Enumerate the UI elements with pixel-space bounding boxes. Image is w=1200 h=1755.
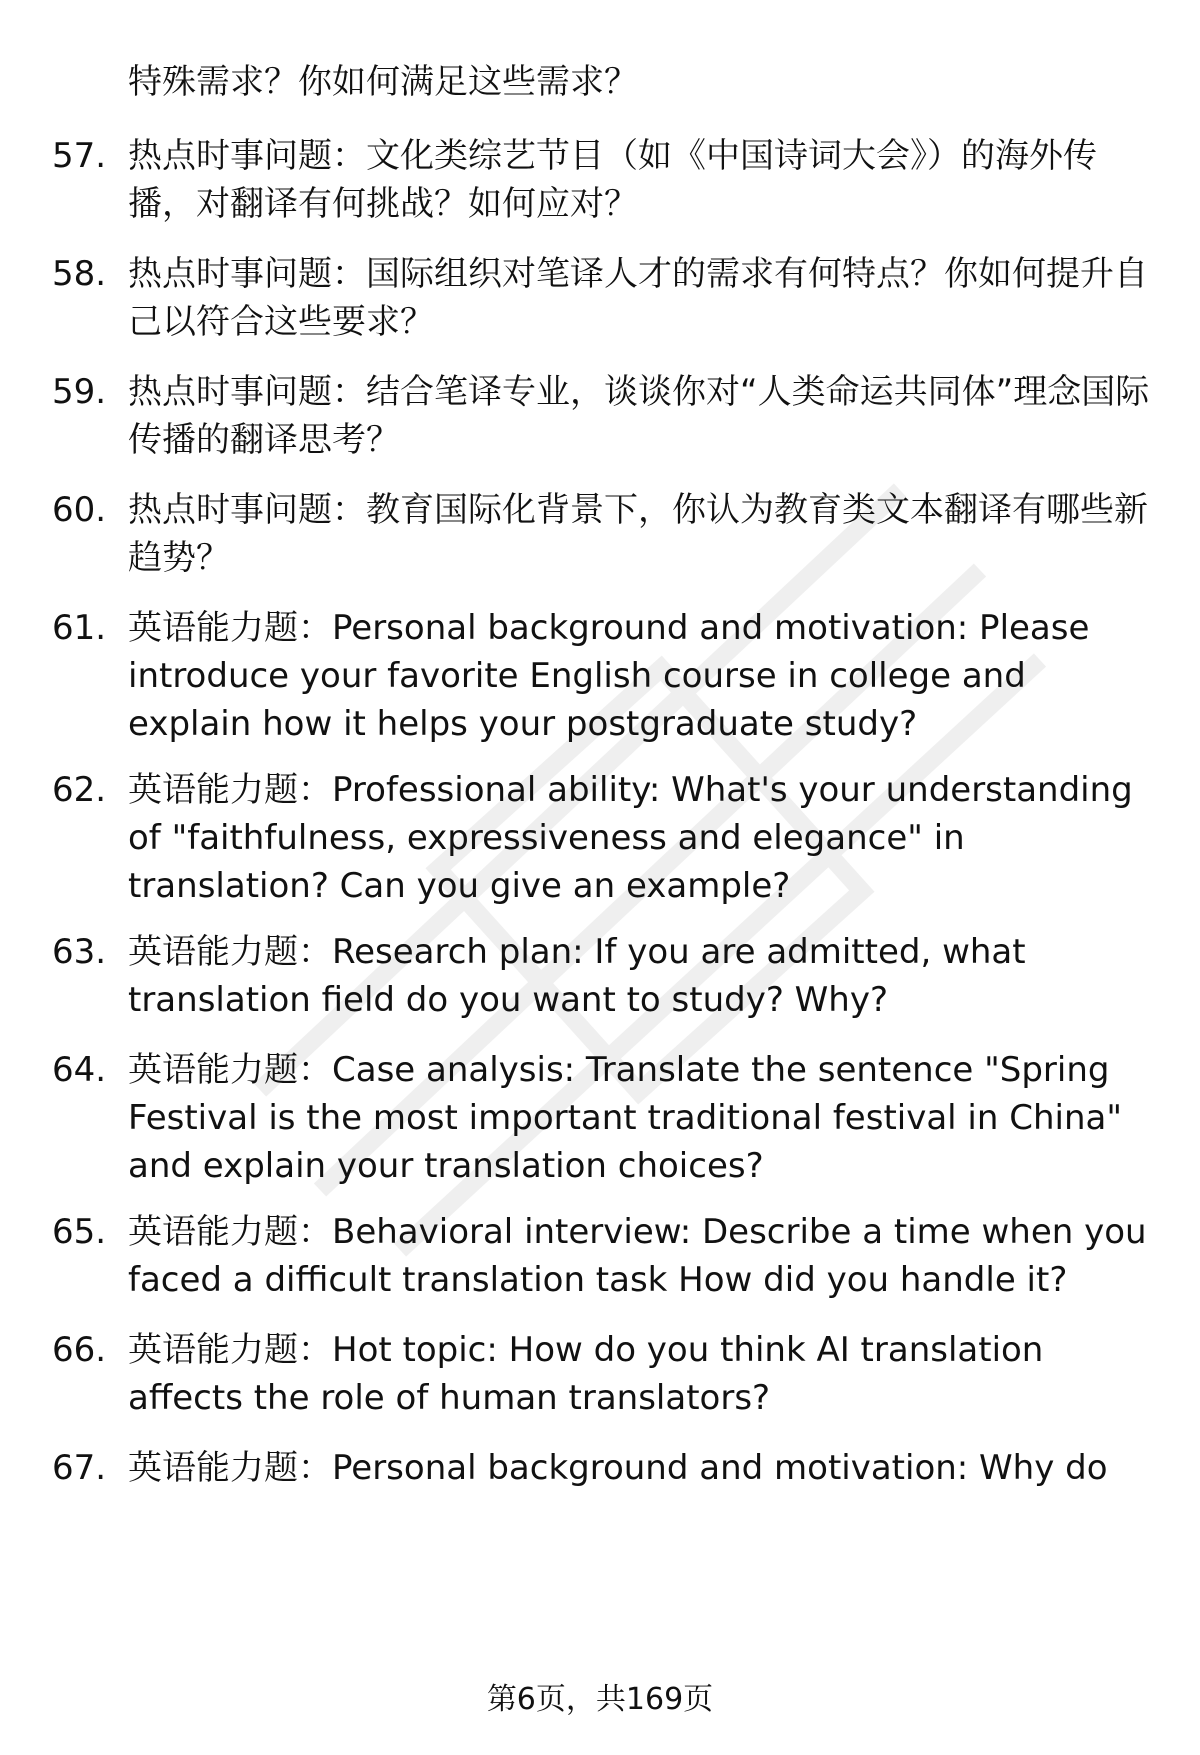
question-text: 英语能力题：Personal background and motivation: Why do xyxy=(128,1448,1108,1488)
question-number: 66. xyxy=(52,1330,107,1370)
question-number: 63. xyxy=(52,932,107,972)
question-number: 60. xyxy=(52,490,107,530)
question-text: 英语能力题：Personal background and motivation: Please introduce your favorite English course in college and explain how it helps your postgraduate study? xyxy=(128,608,1090,744)
question-number: 59. xyxy=(52,372,107,412)
question-text: 热点时事问题：结合笔译专业，谈谈你对“人类命运共同体”理念国际传播的翻译思考？ xyxy=(128,372,1150,460)
question-number: 62. xyxy=(52,770,107,810)
question-text: 热点时事问题：国际组织对笔译人才的需求有何特点？你如何提升自己以符合这些要求？ xyxy=(128,254,1148,342)
question-number: 64. xyxy=(52,1050,107,1090)
continuation-text: 特殊需求？你如何满足这些需求？ xyxy=(128,62,638,102)
question-text: 热点时事问题：文化类综艺节目（如《中国诗词大会》）的海外传播，对翻译有何挑战？如何应对？ xyxy=(128,136,1097,224)
question-text: 英语能力题：Case analysis: Translate the sentence "Spring Festival is the most important traditional festival in China" and explain your translation choices? xyxy=(128,1050,1122,1186)
question-text: 英语能力题：Hot topic: How do you think AI translation affects the role of human translators? xyxy=(128,1330,1044,1418)
question-text: 英语能力题：Research plan: If you are admitted, what translation field do you want to study? Why? xyxy=(128,932,1026,1020)
question-text: 热点时事问题：教育国际化背景下，你认为教育类文本翻译有哪些新趋势？ xyxy=(128,490,1148,578)
page-footer: 第6页，共169页 xyxy=(486,1682,714,1717)
question-text: 英语能力题：Behavioral interview: Describe a time when you faced a difficult translation task How did you handle it? xyxy=(128,1212,1147,1300)
question-number: 58. xyxy=(52,254,107,294)
question-text: 英语能力题：Professional ability: What's your understanding of "faithfulness, expressiveness and elegance" in translation? Can you give an example? xyxy=(128,770,1133,906)
question-number: 61. xyxy=(52,608,107,648)
question-number: 67. xyxy=(52,1448,107,1488)
question-number: 57. xyxy=(52,136,107,176)
question-number: 65. xyxy=(52,1212,107,1252)
